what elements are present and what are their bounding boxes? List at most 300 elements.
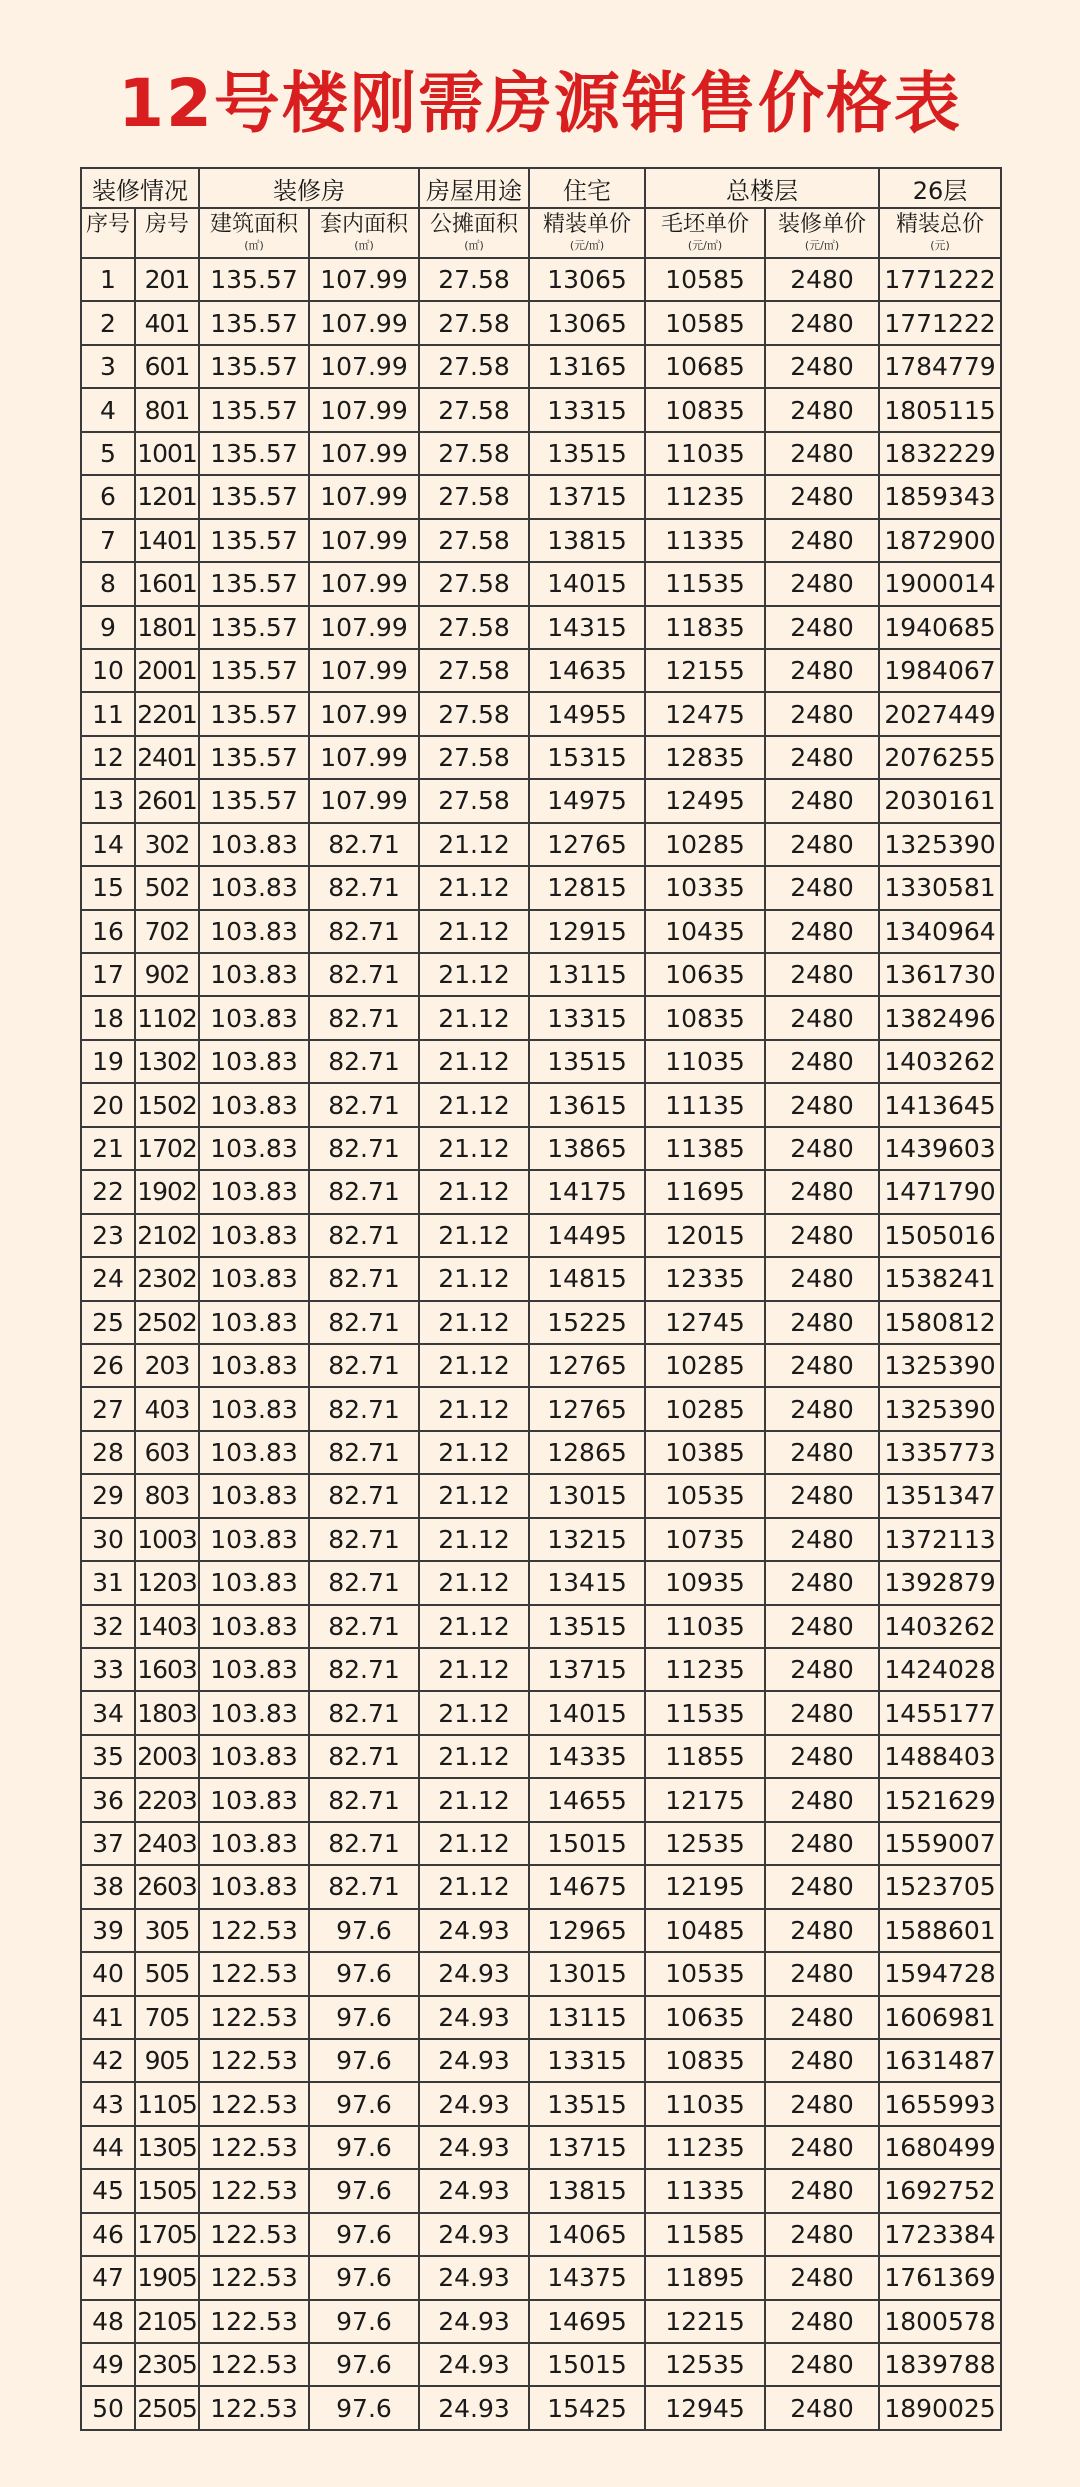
cell-finished-total-price: 1413645 bbox=[879, 1083, 1001, 1126]
cell-rough-unit-price: 11335 bbox=[645, 519, 765, 562]
table-row bbox=[81, 1605, 1001, 1648]
cell-inner-area: 82.71 bbox=[309, 1301, 419, 1344]
cell-room-number: 2201 bbox=[135, 692, 199, 735]
cell-index: 34 bbox=[81, 1691, 135, 1734]
cell-rough-unit-price: 10385 bbox=[645, 1431, 765, 1474]
cell-rough-unit-price: 11235 bbox=[645, 475, 765, 518]
cell-room-number: 601 bbox=[135, 345, 199, 388]
cell-shared-area: 21.12 bbox=[419, 866, 529, 909]
cell-index: 43 bbox=[81, 2082, 135, 2125]
cell-finished-unit-price: 12815 bbox=[529, 866, 645, 909]
table-row bbox=[81, 2256, 1001, 2299]
cell-finished-unit-price: 13315 bbox=[529, 388, 645, 431]
table-row bbox=[81, 1387, 1001, 1430]
column-header-rough-unit-price bbox=[645, 208, 765, 258]
cell-inner-area: 82.71 bbox=[309, 910, 419, 953]
table-row bbox=[81, 388, 1001, 431]
cell-room-number: 1305 bbox=[135, 2126, 199, 2169]
cell-decoration-unit-price: 2480 bbox=[765, 649, 879, 692]
cell-room-number: 1603 bbox=[135, 1648, 199, 1691]
table-row bbox=[81, 475, 1001, 518]
cell-finished-total-price: 1521629 bbox=[879, 1778, 1001, 1821]
cell-building-area: 103.83 bbox=[199, 1431, 309, 1474]
column-header-unit: (元/㎡) bbox=[569, 239, 605, 252]
cell-room-number: 1001 bbox=[135, 432, 199, 475]
cell-building-area: 122.53 bbox=[199, 1952, 309, 1995]
column-header-label: 建筑面积 bbox=[209, 212, 298, 237]
cell-shared-area: 24.93 bbox=[419, 1996, 529, 2039]
cell-index: 30 bbox=[81, 1518, 135, 1561]
cell-building-area: 103.83 bbox=[199, 866, 309, 909]
cell-decoration-unit-price: 2480 bbox=[765, 519, 879, 562]
cell-decoration-unit-price: 2480 bbox=[765, 2300, 879, 2343]
table-row bbox=[81, 2039, 1001, 2082]
cell-rough-unit-price: 11695 bbox=[645, 1170, 765, 1213]
table-row bbox=[81, 562, 1001, 605]
table-row bbox=[81, 1344, 1001, 1387]
cell-finished-unit-price: 13065 bbox=[529, 258, 645, 301]
cell-room-number: 302 bbox=[135, 823, 199, 866]
cell-inner-area: 82.71 bbox=[309, 1605, 419, 1648]
cell-index: 29 bbox=[81, 1474, 135, 1517]
cell-inner-area: 82.71 bbox=[309, 1431, 419, 1474]
cell-decoration-unit-price: 2480 bbox=[765, 1301, 879, 1344]
cell-shared-area: 27.58 bbox=[419, 562, 529, 605]
cell-index: 5 bbox=[81, 432, 135, 475]
cell-finished-unit-price: 12865 bbox=[529, 1431, 645, 1474]
cell-rough-unit-price: 12535 bbox=[645, 2343, 765, 2386]
cell-inner-area: 82.71 bbox=[309, 1735, 419, 1778]
cell-decoration-unit-price: 2480 bbox=[765, 1778, 879, 1821]
table-row bbox=[81, 606, 1001, 649]
cell-rough-unit-price: 10435 bbox=[645, 910, 765, 953]
cell-finished-total-price: 1330581 bbox=[879, 866, 1001, 909]
cell-room-number: 2601 bbox=[135, 779, 199, 822]
cell-finished-total-price: 1392879 bbox=[879, 1561, 1001, 1604]
cell-index: 2 bbox=[81, 301, 135, 344]
table-row bbox=[81, 519, 1001, 562]
cell-index: 13 bbox=[81, 779, 135, 822]
cell-shared-area: 21.12 bbox=[419, 910, 529, 953]
cell-rough-unit-price: 11035 bbox=[645, 432, 765, 475]
cell-shared-area: 21.12 bbox=[419, 1083, 529, 1126]
cell-decoration-unit-price: 2480 bbox=[765, 1387, 879, 1430]
cell-inner-area: 97.6 bbox=[309, 2386, 419, 2429]
cell-finished-total-price: 1372113 bbox=[879, 1518, 1001, 1561]
cell-rough-unit-price: 10935 bbox=[645, 1561, 765, 1604]
cell-room-number: 803 bbox=[135, 1474, 199, 1517]
cell-finished-total-price: 1488403 bbox=[879, 1735, 1001, 1778]
cell-rough-unit-price: 10585 bbox=[645, 301, 765, 344]
cell-room-number: 1505 bbox=[135, 2169, 199, 2212]
cell-decoration-unit-price: 2480 bbox=[765, 1040, 879, 1083]
cell-building-area: 103.83 bbox=[199, 1822, 309, 1865]
cell-index: 41 bbox=[81, 1996, 135, 2039]
cell-finished-total-price: 1839788 bbox=[879, 2343, 1001, 2386]
cell-inner-area: 82.71 bbox=[309, 1127, 419, 1170]
table-row bbox=[81, 1431, 1001, 1474]
cell-finished-unit-price: 12765 bbox=[529, 1387, 645, 1430]
cell-decoration-unit-price: 2480 bbox=[765, 1518, 879, 1561]
cell-index: 21 bbox=[81, 1127, 135, 1170]
cell-inner-area: 82.71 bbox=[309, 953, 419, 996]
cell-rough-unit-price: 10535 bbox=[645, 1952, 765, 1995]
cell-decoration-unit-price: 2480 bbox=[765, 345, 879, 388]
cell-room-number: 403 bbox=[135, 1387, 199, 1430]
column-header-index bbox=[81, 208, 135, 258]
cell-shared-area: 27.58 bbox=[419, 301, 529, 344]
cell-finished-total-price: 2076255 bbox=[879, 736, 1001, 779]
cell-decoration-unit-price: 2480 bbox=[765, 1344, 879, 1387]
cell-room-number: 2001 bbox=[135, 649, 199, 692]
cell-inner-area: 82.71 bbox=[309, 1344, 419, 1387]
cell-shared-area: 27.58 bbox=[419, 345, 529, 388]
cell-finished-unit-price: 13515 bbox=[529, 1040, 645, 1083]
cell-shared-area: 27.58 bbox=[419, 519, 529, 562]
cell-rough-unit-price: 11385 bbox=[645, 1127, 765, 1170]
cell-building-area: 135.57 bbox=[199, 779, 309, 822]
column-header-inner-area bbox=[309, 208, 419, 258]
cell-shared-area: 27.58 bbox=[419, 258, 529, 301]
cell-finished-unit-price: 15225 bbox=[529, 1301, 645, 1344]
cell-rough-unit-price: 10285 bbox=[645, 1387, 765, 1430]
cell-finished-unit-price: 13115 bbox=[529, 1996, 645, 2039]
cell-shared-area: 21.12 bbox=[419, 1605, 529, 1648]
cell-decoration-unit-price: 2480 bbox=[765, 1996, 879, 2039]
cell-inner-area: 82.71 bbox=[309, 1257, 419, 1300]
cell-finished-unit-price: 14635 bbox=[529, 649, 645, 692]
cell-room-number: 1105 bbox=[135, 2082, 199, 2125]
cell-rough-unit-price: 12175 bbox=[645, 1778, 765, 1821]
cell-finished-unit-price: 13015 bbox=[529, 1474, 645, 1517]
cell-decoration-unit-price: 2480 bbox=[765, 692, 879, 735]
column-header-label: 精装总价 bbox=[895, 212, 984, 237]
cell-shared-area: 27.58 bbox=[419, 779, 529, 822]
cell-building-area: 103.83 bbox=[199, 1170, 309, 1213]
cell-building-area: 103.83 bbox=[199, 823, 309, 866]
cell-inner-area: 97.6 bbox=[309, 1909, 419, 1952]
cell-finished-unit-price: 13165 bbox=[529, 345, 645, 388]
cell-rough-unit-price: 10585 bbox=[645, 258, 765, 301]
cell-rough-unit-price: 12495 bbox=[645, 779, 765, 822]
cell-finished-unit-price: 13215 bbox=[529, 1518, 645, 1561]
cell-finished-unit-price: 15315 bbox=[529, 736, 645, 779]
column-header-unit: (元/㎡) bbox=[687, 239, 723, 252]
cell-building-area: 122.53 bbox=[199, 2169, 309, 2212]
cell-building-area: 135.57 bbox=[199, 692, 309, 735]
cell-inner-area: 107.99 bbox=[309, 562, 419, 605]
table-row bbox=[81, 1648, 1001, 1691]
cell-finished-unit-price: 13515 bbox=[529, 2082, 645, 2125]
cell-rough-unit-price: 11135 bbox=[645, 1083, 765, 1126]
cell-rough-unit-price: 11035 bbox=[645, 1040, 765, 1083]
cell-building-area: 122.53 bbox=[199, 1909, 309, 1952]
cell-room-number: 1502 bbox=[135, 1083, 199, 1126]
cell-room-number: 201 bbox=[135, 258, 199, 301]
cell-decoration-unit-price: 2480 bbox=[765, 301, 879, 344]
cell-decoration-unit-price: 2480 bbox=[765, 2386, 879, 2429]
cell-index: 10 bbox=[81, 649, 135, 692]
cell-building-area: 103.83 bbox=[199, 1083, 309, 1126]
table-row bbox=[81, 736, 1001, 779]
cell-room-number: 2102 bbox=[135, 1214, 199, 1257]
cell-index: 16 bbox=[81, 910, 135, 953]
cell-shared-area: 24.93 bbox=[419, 1952, 529, 1995]
cell-finished-total-price: 1832229 bbox=[879, 432, 1001, 475]
cell-rough-unit-price: 10835 bbox=[645, 2039, 765, 2082]
table-row bbox=[81, 1170, 1001, 1213]
cell-finished-total-price: 1471790 bbox=[879, 1170, 1001, 1213]
column-header-label: 房号 bbox=[144, 212, 189, 237]
header-floors: 26层 bbox=[879, 168, 1001, 208]
cell-building-area: 103.83 bbox=[199, 953, 309, 996]
table-row bbox=[81, 1127, 1001, 1170]
cell-index: 18 bbox=[81, 996, 135, 1039]
cell-rough-unit-price: 11535 bbox=[645, 1691, 765, 1734]
cell-finished-unit-price: 14955 bbox=[529, 692, 645, 735]
cell-finished-total-price: 1805115 bbox=[879, 388, 1001, 431]
cell-shared-area: 21.12 bbox=[419, 1431, 529, 1474]
cell-shared-area: 24.93 bbox=[419, 2213, 529, 2256]
table-row bbox=[81, 1214, 1001, 1257]
cell-finished-unit-price: 15425 bbox=[529, 2386, 645, 2429]
cell-decoration-unit-price: 2480 bbox=[765, 1909, 879, 1952]
cell-index: 3 bbox=[81, 345, 135, 388]
table-row bbox=[81, 1474, 1001, 1517]
cell-finished-unit-price: 14335 bbox=[529, 1735, 645, 1778]
cell-building-area: 103.83 bbox=[199, 1214, 309, 1257]
cell-finished-total-price: 1325390 bbox=[879, 1344, 1001, 1387]
cell-inner-area: 107.99 bbox=[309, 519, 419, 562]
cell-inner-area: 97.6 bbox=[309, 2039, 419, 2082]
cell-finished-total-price: 1771222 bbox=[879, 301, 1001, 344]
cell-finished-total-price: 1900014 bbox=[879, 562, 1001, 605]
table-row bbox=[81, 1083, 1001, 1126]
cell-finished-unit-price: 12765 bbox=[529, 1344, 645, 1387]
cell-index: 40 bbox=[81, 1952, 135, 1995]
cell-shared-area: 21.12 bbox=[419, 1474, 529, 1517]
cell-rough-unit-price: 11235 bbox=[645, 2126, 765, 2169]
cell-shared-area: 27.58 bbox=[419, 475, 529, 518]
cell-finished-unit-price: 12915 bbox=[529, 910, 645, 953]
cell-shared-area: 21.12 bbox=[419, 1518, 529, 1561]
cell-room-number: 603 bbox=[135, 1431, 199, 1474]
column-header-unit: (㎡) bbox=[464, 239, 484, 252]
cell-building-area: 103.83 bbox=[199, 1127, 309, 1170]
cell-building-area: 135.57 bbox=[199, 606, 309, 649]
cell-finished-unit-price: 13715 bbox=[529, 1648, 645, 1691]
cell-inner-area: 97.6 bbox=[309, 2300, 419, 2343]
cell-finished-unit-price: 14815 bbox=[529, 1257, 645, 1300]
cell-shared-area: 21.12 bbox=[419, 1387, 529, 1430]
cell-room-number: 1403 bbox=[135, 1605, 199, 1648]
cell-inner-area: 107.99 bbox=[309, 779, 419, 822]
cell-finished-unit-price: 13015 bbox=[529, 1952, 645, 1995]
cell-building-area: 103.83 bbox=[199, 1648, 309, 1691]
cell-building-area: 103.83 bbox=[199, 1518, 309, 1561]
cell-building-area: 135.57 bbox=[199, 345, 309, 388]
cell-finished-total-price: 1800578 bbox=[879, 2300, 1001, 2343]
cell-finished-unit-price: 14015 bbox=[529, 1691, 645, 1734]
cell-finished-total-price: 1588601 bbox=[879, 1909, 1001, 1952]
cell-decoration-unit-price: 2480 bbox=[765, 2082, 879, 2125]
cell-index: 4 bbox=[81, 388, 135, 431]
cell-inner-area: 82.71 bbox=[309, 1778, 419, 1821]
cell-rough-unit-price: 10535 bbox=[645, 1474, 765, 1517]
cell-shared-area: 27.58 bbox=[419, 649, 529, 692]
cell-rough-unit-price: 12475 bbox=[645, 692, 765, 735]
cell-rough-unit-price: 12835 bbox=[645, 736, 765, 779]
cell-finished-total-price: 1505016 bbox=[879, 1214, 1001, 1257]
cell-index: 7 bbox=[81, 519, 135, 562]
header-decoration: 装修情况 bbox=[81, 168, 199, 208]
cell-room-number: 1401 bbox=[135, 519, 199, 562]
cell-building-area: 122.53 bbox=[199, 2300, 309, 2343]
cell-shared-area: 24.93 bbox=[419, 2039, 529, 2082]
cell-finished-total-price: 2030161 bbox=[879, 779, 1001, 822]
cell-rough-unit-price: 10335 bbox=[645, 866, 765, 909]
cell-room-number: 1302 bbox=[135, 1040, 199, 1083]
cell-decoration-unit-price: 2480 bbox=[765, 1691, 879, 1734]
cell-shared-area: 24.93 bbox=[419, 2386, 529, 2429]
cell-building-area: 135.57 bbox=[199, 432, 309, 475]
cell-inner-area: 82.71 bbox=[309, 1083, 419, 1126]
cell-index: 42 bbox=[81, 2039, 135, 2082]
cell-decoration-unit-price: 2480 bbox=[765, 2343, 879, 2386]
header-decorated-house: 装修房 bbox=[199, 168, 419, 208]
cell-finished-total-price: 1439603 bbox=[879, 1127, 1001, 1170]
table-row bbox=[81, 1952, 1001, 1995]
cell-inner-area: 82.71 bbox=[309, 1474, 419, 1517]
cell-rough-unit-price: 10485 bbox=[645, 1909, 765, 1952]
cell-decoration-unit-price: 2480 bbox=[765, 258, 879, 301]
cell-rough-unit-price: 12015 bbox=[645, 1214, 765, 1257]
cell-room-number: 1201 bbox=[135, 475, 199, 518]
cell-finished-total-price: 1351347 bbox=[879, 1474, 1001, 1517]
table-row bbox=[81, 432, 1001, 475]
cell-room-number: 1801 bbox=[135, 606, 199, 649]
table-row bbox=[81, 1691, 1001, 1734]
cell-inner-area: 107.99 bbox=[309, 258, 419, 301]
column-header-unit: (㎡) bbox=[354, 239, 374, 252]
cell-building-area: 122.53 bbox=[199, 2126, 309, 2169]
cell-inner-area: 82.71 bbox=[309, 1387, 419, 1430]
cell-inner-area: 82.71 bbox=[309, 1865, 419, 1908]
cell-building-area: 135.57 bbox=[199, 736, 309, 779]
cell-index: 8 bbox=[81, 562, 135, 605]
cell-shared-area: 21.12 bbox=[419, 1778, 529, 1821]
cell-index: 6 bbox=[81, 475, 135, 518]
cell-building-area: 103.83 bbox=[199, 1691, 309, 1734]
cell-building-area: 135.57 bbox=[199, 301, 309, 344]
cell-finished-unit-price: 12765 bbox=[529, 823, 645, 866]
table-row bbox=[81, 2300, 1001, 2343]
cell-decoration-unit-price: 2480 bbox=[765, 2213, 879, 2256]
cell-room-number: 1601 bbox=[135, 562, 199, 605]
cell-finished-total-price: 1655993 bbox=[879, 2082, 1001, 2125]
table-row bbox=[81, 1865, 1001, 1908]
column-header-unit: (元) bbox=[930, 239, 950, 252]
cell-shared-area: 21.12 bbox=[419, 823, 529, 866]
cell-building-area: 103.83 bbox=[199, 1387, 309, 1430]
cell-building-area: 103.83 bbox=[199, 1257, 309, 1300]
cell-rough-unit-price: 10635 bbox=[645, 953, 765, 996]
cell-finished-unit-price: 13115 bbox=[529, 953, 645, 996]
cell-rough-unit-price: 11035 bbox=[645, 1605, 765, 1648]
cell-index: 50 bbox=[81, 2386, 135, 2429]
column-header-decoration-unit-price bbox=[765, 208, 879, 258]
cell-room-number: 505 bbox=[135, 1952, 199, 1995]
cell-finished-unit-price: 13415 bbox=[529, 1561, 645, 1604]
cell-finished-unit-price: 14375 bbox=[529, 2256, 645, 2299]
cell-building-area: 103.83 bbox=[199, 1474, 309, 1517]
cell-rough-unit-price: 11035 bbox=[645, 2082, 765, 2125]
column-header-building-area bbox=[199, 208, 309, 258]
table-row bbox=[81, 2386, 1001, 2429]
cell-decoration-unit-price: 2480 bbox=[765, 1431, 879, 1474]
cell-building-area: 103.83 bbox=[199, 1735, 309, 1778]
cell-finished-total-price: 1361730 bbox=[879, 953, 1001, 996]
cell-index: 17 bbox=[81, 953, 135, 996]
cell-finished-unit-price: 13615 bbox=[529, 1083, 645, 1126]
cell-room-number: 2401 bbox=[135, 736, 199, 779]
cell-rough-unit-price: 12745 bbox=[645, 1301, 765, 1344]
cell-decoration-unit-price: 2480 bbox=[765, 432, 879, 475]
cell-finished-unit-price: 14015 bbox=[529, 562, 645, 605]
cell-decoration-unit-price: 2480 bbox=[765, 562, 879, 605]
cell-index: 1 bbox=[81, 258, 135, 301]
cell-room-number: 2502 bbox=[135, 1301, 199, 1344]
cell-index: 45 bbox=[81, 2169, 135, 2212]
cell-room-number: 2003 bbox=[135, 1735, 199, 1778]
cell-rough-unit-price: 12215 bbox=[645, 2300, 765, 2343]
cell-inner-area: 82.71 bbox=[309, 1648, 419, 1691]
cell-inner-area: 97.6 bbox=[309, 2126, 419, 2169]
cell-shared-area: 24.93 bbox=[419, 2169, 529, 2212]
cell-finished-unit-price: 13515 bbox=[529, 1605, 645, 1648]
cell-shared-area: 21.12 bbox=[419, 1865, 529, 1908]
cell-finished-total-price: 1631487 bbox=[879, 2039, 1001, 2082]
price-table bbox=[80, 167, 1002, 2431]
cell-inner-area: 107.99 bbox=[309, 606, 419, 649]
cell-rough-unit-price: 10835 bbox=[645, 388, 765, 431]
header-usage: 房屋用途 bbox=[419, 168, 529, 208]
table-row bbox=[81, 2343, 1001, 2386]
cell-index: 27 bbox=[81, 1387, 135, 1430]
cell-decoration-unit-price: 2480 bbox=[765, 2256, 879, 2299]
cell-index: 44 bbox=[81, 2126, 135, 2169]
header-residential: 住宅 bbox=[529, 168, 645, 208]
cell-inner-area: 107.99 bbox=[309, 692, 419, 735]
table-row bbox=[81, 258, 1001, 301]
cell-finished-total-price: 1340964 bbox=[879, 910, 1001, 953]
table-row bbox=[81, 345, 1001, 388]
table-row bbox=[81, 996, 1001, 1039]
cell-inner-area: 97.6 bbox=[309, 2343, 419, 2386]
cell-inner-area: 107.99 bbox=[309, 432, 419, 475]
cell-shared-area: 21.12 bbox=[419, 953, 529, 996]
cell-shared-area: 24.93 bbox=[419, 2126, 529, 2169]
cell-decoration-unit-price: 2480 bbox=[765, 2126, 879, 2169]
cell-room-number: 2302 bbox=[135, 1257, 199, 1300]
cell-finished-total-price: 1403262 bbox=[879, 1040, 1001, 1083]
table-body bbox=[81, 258, 1001, 2430]
column-header-label: 套内面积 bbox=[319, 212, 408, 237]
cell-index: 23 bbox=[81, 1214, 135, 1257]
cell-finished-total-price: 1559007 bbox=[879, 1822, 1001, 1865]
cell-building-area: 103.83 bbox=[199, 910, 309, 953]
cell-rough-unit-price: 12945 bbox=[645, 2386, 765, 2429]
